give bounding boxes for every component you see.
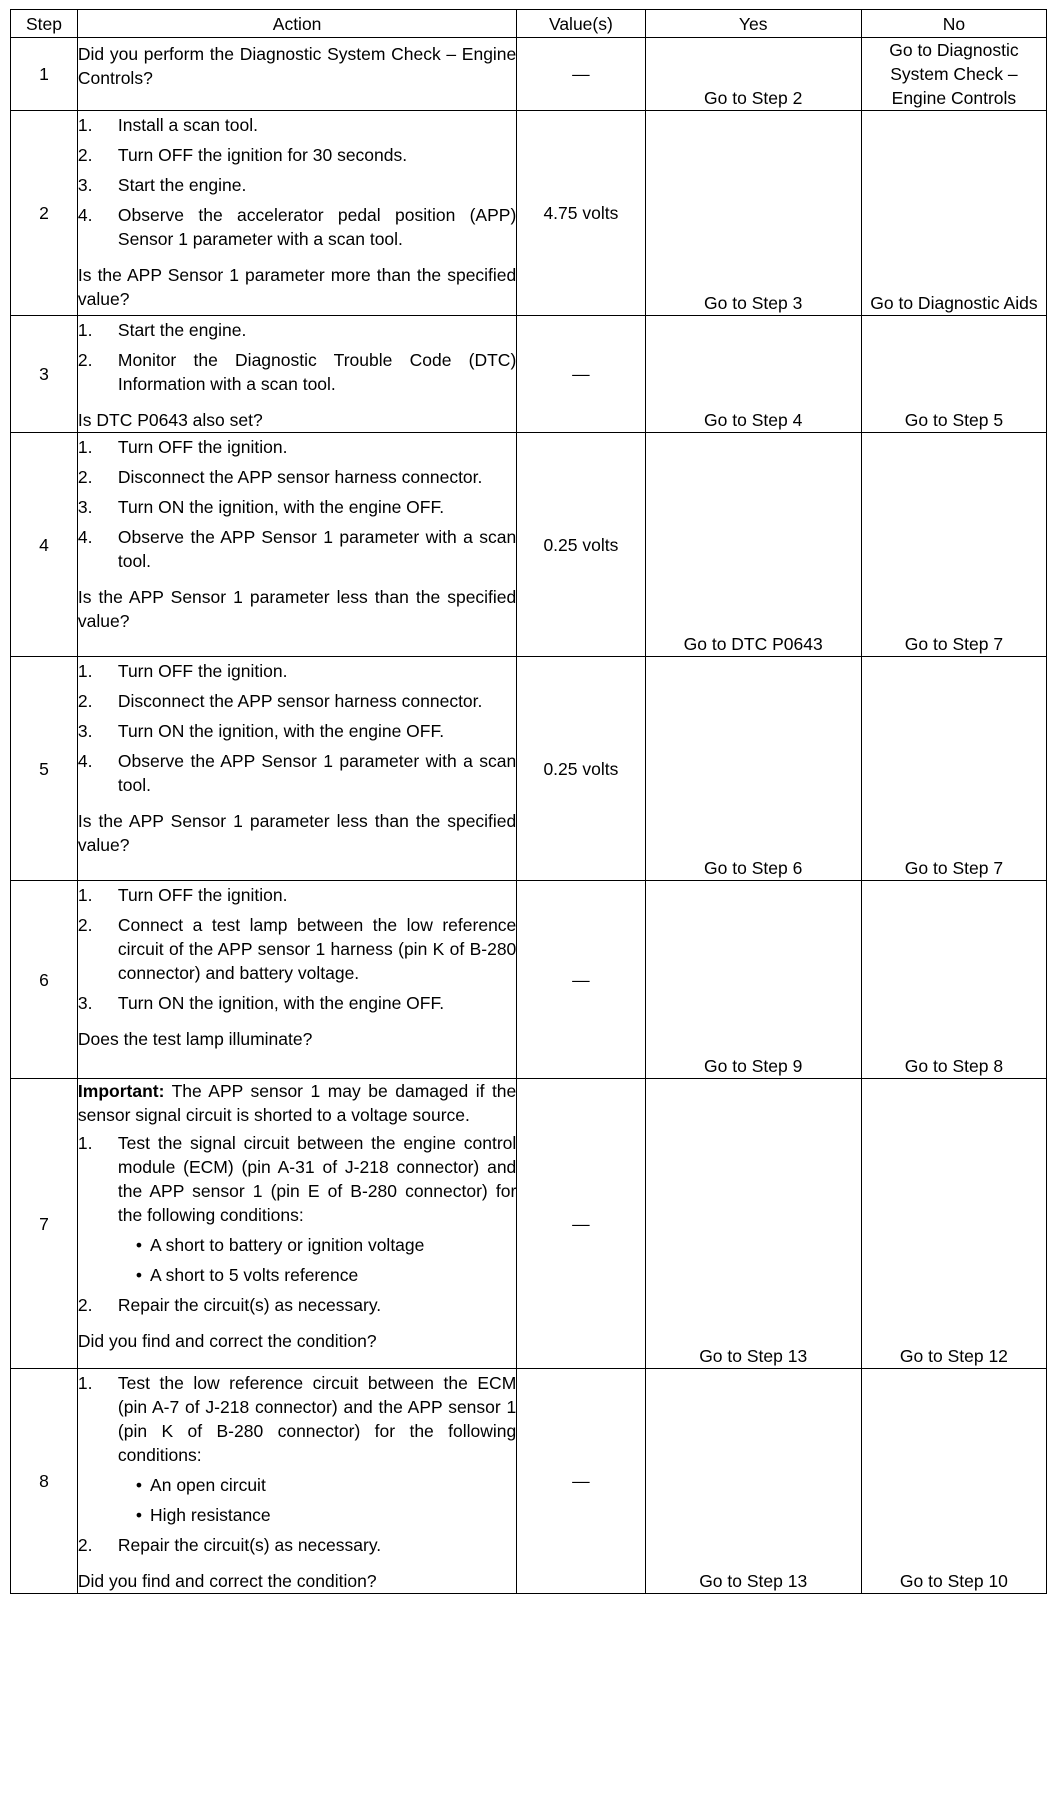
table-row — [11, 1369, 1047, 1594]
step-number: 5 — [11, 657, 78, 881]
action-list-item — [78, 689, 516, 713]
list-text: Turn ON the ignition, with the engine OFF. — [117, 721, 445, 741]
action-list-item — [78, 1131, 516, 1227]
action-list-item — [78, 495, 516, 519]
value-cell: 0.25 volts — [517, 433, 645, 657]
action-list-item — [78, 143, 516, 167]
step-number: 1 — [11, 38, 78, 111]
list-text: Observe the APP Sensor 1 parameter with a scan tool. — [117, 527, 517, 571]
list-text: Install a scan tool. — [117, 115, 258, 135]
list-text: Start the engine. — [117, 175, 247, 195]
header-step: Step — [11, 10, 78, 38]
diagnostic-table — [10, 9, 1047, 1594]
value-cell: 0.25 volts — [517, 657, 645, 881]
header-row — [11, 10, 1047, 38]
step-number: 7 — [11, 1079, 78, 1369]
action-list-item — [78, 435, 516, 459]
value-cell: — — [517, 38, 645, 111]
list-text: Repair the circuit(s) as necessary. — [117, 1295, 382, 1315]
yes-cell: Go to DTC P0643 — [645, 433, 861, 657]
action-list-item — [78, 348, 516, 396]
list-text: Disconnect the APP sensor harness connector. — [117, 467, 483, 487]
list-text: Turn OFF the ignition. — [117, 437, 288, 457]
yes-cell: Go to Step 6 — [645, 657, 861, 881]
action-list-item — [78, 173, 516, 197]
bullet-item: • A short to battery or ignition voltage — [78, 1233, 516, 1257]
list-text: Test the low reference circuit between the ECM (pin A-7 of J-218 connector) and the APP sensor 1 (pin K of B-280 connector) for the following conditions: — [117, 1373, 517, 1465]
action-question: Did you perform the Diagnostic System Check – Engine Controls? — [77, 44, 517, 88]
no-cell: Go to Step 10 — [861, 1369, 1046, 1594]
header-no: No — [861, 10, 1046, 38]
step-number: 6 — [11, 881, 78, 1079]
diagnostic-table-container — [10, 9, 1047, 1594]
action-list-item — [78, 1371, 516, 1467]
list-text: Turn ON the ignition, with the engine OFF. — [117, 497, 445, 517]
no-cell: Go to Step 7 — [861, 657, 1046, 881]
list-text: Start the engine. — [117, 320, 247, 340]
step-number: 3 — [11, 316, 78, 433]
table-row — [11, 433, 1047, 657]
list-number: 2. — [77, 145, 93, 165]
header-yes: Yes — [645, 10, 861, 38]
bullet-item: • High resistance — [78, 1503, 516, 1527]
action-question: Did you find and correct the condition? — [77, 1571, 377, 1591]
value-cell: — — [517, 1079, 645, 1369]
list-number: 3. — [77, 497, 93, 517]
list-number: 2. — [77, 915, 93, 935]
step-number: 8 — [11, 1369, 78, 1594]
value-cell: — — [517, 316, 645, 433]
yes-cell: Go to Step 3 — [645, 111, 861, 316]
list-number: 4. — [77, 751, 93, 771]
list-text: Observe the APP Sensor 1 parameter with a scan tool. — [117, 751, 517, 795]
no-cell: Go to Step 5 — [861, 316, 1046, 433]
action-list-item — [78, 113, 516, 137]
list-number: 1. — [77, 885, 93, 905]
list-text: Turn OFF the ignition. — [117, 661, 288, 681]
yes-cell: Go to Step 4 — [645, 316, 861, 433]
action-question: Is the APP Sensor 1 parameter less than the specified value? — [77, 587, 517, 631]
list-text: Monitor the Diagnostic Trouble Code (DTC) Information with a scan tool. — [117, 350, 517, 394]
no-cell: Go to Diagnostic System Check – Engine Controls — [861, 38, 1046, 111]
action-question: Did you find and correct the condition? — [77, 1331, 377, 1351]
list-text: Observe the accelerator pedal position (APP) Sensor 1 parameter with a scan tool. — [117, 205, 517, 249]
table-body — [11, 38, 1047, 1594]
action-list-item — [78, 1293, 516, 1317]
table-row — [11, 316, 1047, 433]
action-list-item — [78, 883, 516, 907]
action-cell — [77, 433, 516, 657]
action-list-item — [78, 719, 516, 743]
action-list-item — [78, 318, 516, 342]
no-cell: Go to Step 12 — [861, 1079, 1046, 1369]
table-row — [11, 1079, 1047, 1369]
action-list-item — [78, 525, 516, 573]
list-text: Turn OFF the ignition. — [117, 885, 288, 905]
action-cell — [77, 881, 516, 1079]
yes-cell: Go to Step 13 — [645, 1369, 861, 1594]
no-cell: Go to Step 7 — [861, 433, 1046, 657]
action-list-item — [78, 659, 516, 683]
yes-cell: Go to Step 13 — [645, 1079, 861, 1369]
table-row — [11, 38, 1047, 111]
action-question: Does the test lamp illuminate? — [77, 1029, 313, 1049]
header-values: Value(s) — [517, 10, 645, 38]
action-list-item — [78, 203, 516, 251]
action-cell — [77, 657, 516, 881]
list-text: Test the signal circuit between the engine control module (ECM) (pin A-31 of J-218 connector) and the APP sensor 1 (pin E of B-280 connector) for the following conditions: — [117, 1133, 517, 1225]
bullet-item: • An open circuit — [78, 1473, 516, 1497]
list-number: 2. — [77, 467, 93, 487]
value-cell: 4.75 volts — [517, 111, 645, 316]
important-text: The APP sensor 1 may be damaged if the sensor signal circuit is shorted to a voltage source. — [77, 1081, 517, 1125]
list-number: 1. — [77, 437, 93, 457]
action-cell — [77, 111, 516, 316]
list-number: 3. — [77, 175, 93, 195]
list-text: Turn ON the ignition, with the engine OFF. — [117, 993, 445, 1013]
list-number: 4. — [77, 205, 93, 225]
list-number: 2. — [77, 691, 93, 711]
action-list-item — [78, 465, 516, 489]
action-list-item — [78, 913, 516, 985]
table-row — [11, 881, 1047, 1079]
list-number: 1. — [77, 1373, 93, 1393]
list-number: 2. — [77, 1535, 93, 1555]
action-question: Is the APP Sensor 1 parameter more than the specified value? — [77, 265, 517, 309]
action-cell — [77, 1369, 516, 1594]
list-number: 2. — [77, 1295, 93, 1315]
list-number: 1. — [77, 1133, 93, 1153]
yes-cell: Go to Step 9 — [645, 881, 861, 1079]
important-label: Important: — [77, 1081, 165, 1101]
yes-cell: Go to Step 2 — [645, 38, 861, 111]
list-text: Disconnect the APP sensor harness connector. — [117, 691, 483, 711]
action-cell — [77, 38, 516, 111]
action-list-item — [78, 991, 516, 1015]
step-number: 2 — [11, 111, 78, 316]
list-number: 2. — [77, 350, 93, 370]
list-text: Repair the circuit(s) as necessary. — [117, 1535, 382, 1555]
action-question: Is DTC P0643 also set? — [77, 410, 263, 430]
table-row — [11, 657, 1047, 881]
list-number: 4. — [77, 527, 93, 547]
list-text: Connect a test lamp between the low reference circuit of the APP sensor 1 harness (pin K of B-280 connector) and battery voltage. — [117, 915, 517, 983]
no-cell: Go to Diagnostic Aids — [861, 111, 1046, 316]
table-row — [11, 111, 1047, 316]
action-question: Is the APP Sensor 1 parameter less than the specified value? — [77, 811, 517, 855]
list-text: Turn OFF the ignition for 30 seconds. — [117, 145, 408, 165]
header-action: Action — [77, 10, 516, 38]
value-cell: — — [517, 881, 645, 1079]
list-number: 3. — [77, 721, 93, 741]
action-list-item — [78, 1533, 516, 1557]
list-number: 1. — [77, 661, 93, 681]
important-note — [78, 1079, 516, 1127]
action-cell — [77, 316, 516, 433]
value-cell: — — [517, 1369, 645, 1594]
list-number: 3. — [77, 993, 93, 1013]
bullet-item: • A short to 5 volts reference — [78, 1263, 516, 1287]
action-cell — [77, 1079, 516, 1369]
step-number: 4 — [11, 433, 78, 657]
no-cell: Go to Step 8 — [861, 881, 1046, 1079]
action-list-item — [78, 749, 516, 797]
list-number: 1. — [77, 320, 93, 340]
list-number: 1. — [77, 115, 93, 135]
